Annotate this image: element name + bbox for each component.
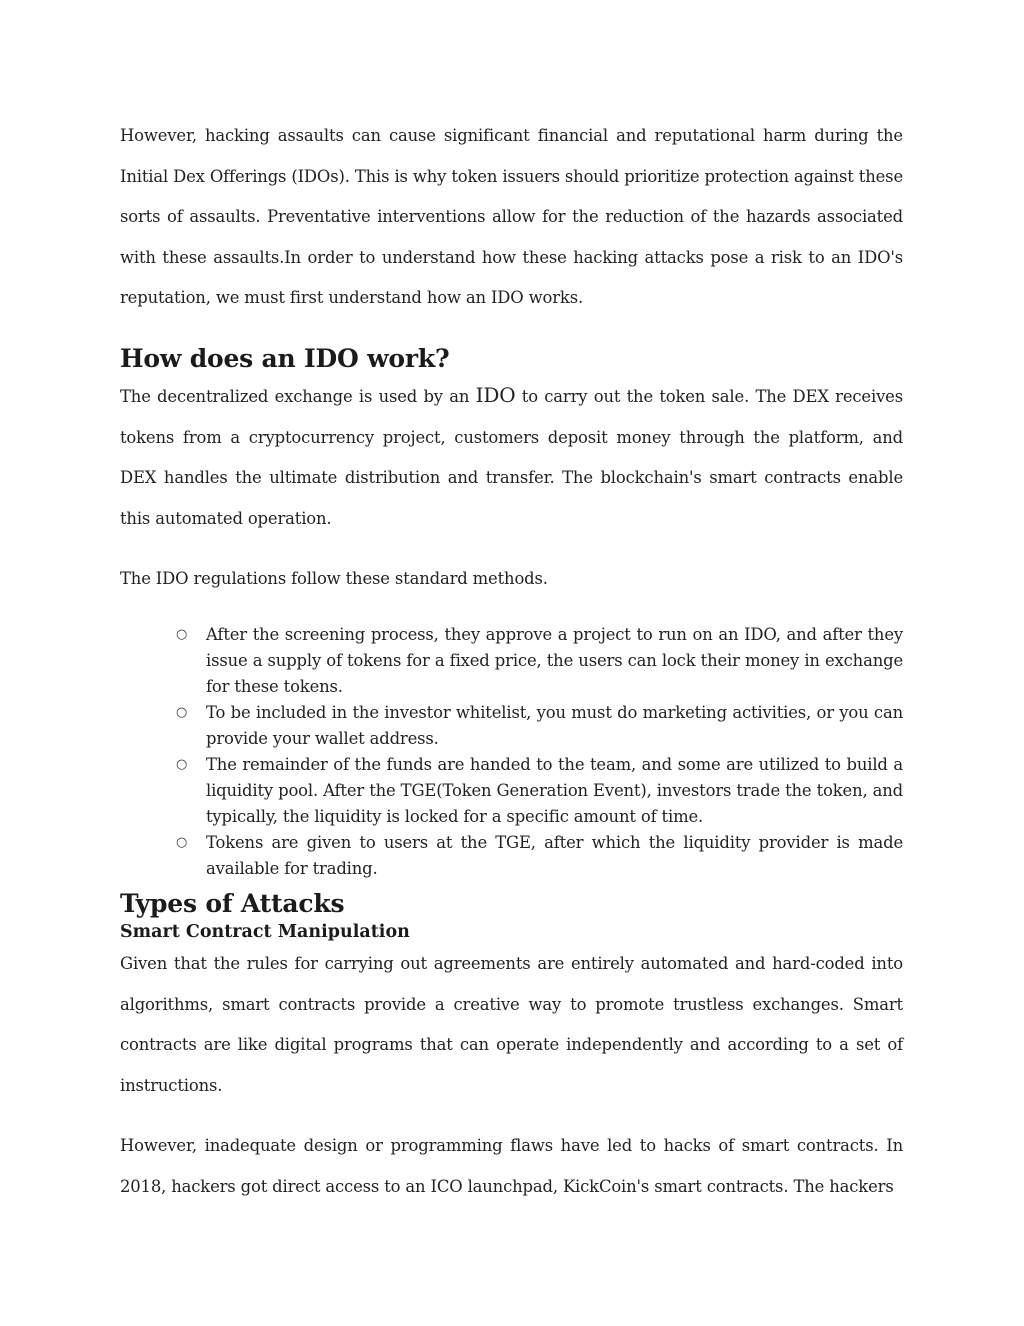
ido-term: IDO — [475, 382, 516, 407]
ido-process-text-rest: to carry out the token sale. The DEX receives tokens from a cryptocurrency project, customers deposit money through the platform, and DEX handles the ultimate distribution and transfer. The blockchain's smart contracts enable this automated operation. — [120, 386, 903, 528]
circle-bullet-icon: ○ — [176, 834, 188, 850]
ido-process-text-start: The decentralized exchange is used by an — [120, 386, 476, 406]
ido-methods-intro: The IDO regulations follow these standard methods. — [120, 569, 548, 589]
subheading-smart-contract-manipulation: Smart Contract Manipulation — [120, 921, 410, 942]
list-item — [176, 700, 903, 752]
list-item — [176, 622, 903, 700]
heading-types-of-attacks: Types of Attacks — [120, 888, 345, 918]
list-item-text: The remainder of the funds are handed to the team, and some are utilized to build a liquidity pool. After the TGE(Token Generation Event), investors trade the token, and typically, the liquidity is locked for a specific amount of time. — [206, 754, 903, 826]
ido-process-paragraph — [120, 375, 903, 539]
circle-bullet-icon: ○ — [176, 626, 188, 642]
ido-methods-list — [176, 622, 903, 882]
smart-contracts-paragraph: Given that the rules for carrying out agreements are entirely automated and hard-coded into algorithms, smart contracts provide a creative way to promote trustless exchanges. Smart contracts are like digital programs that can operate independently and according to a set of instructions. — [120, 953, 903, 1095]
circle-bullet-icon: ○ — [176, 756, 188, 772]
smart-contract-hacks-paragraph: However, inadequate design or programming flaws have led to hacks of smart contracts. In 2018, hackers got direct access to an ICO launchpad, KickCoin's smart contracts. The hackers — [120, 1136, 903, 1196]
list-item-text: After the screening process, they approve a project to run on an IDO, and after they issue a supply of tokens for a fixed price, the users can lock their money in exchange for these tokens. — [206, 624, 903, 696]
circle-bullet-icon: ○ — [176, 704, 188, 720]
list-item — [176, 752, 903, 830]
list-item — [176, 830, 903, 882]
heading-how-ido-works: How does an IDO work? — [120, 343, 450, 373]
list-item-text: To be included in the investor whitelist, you must do marketing activities, or you can provide your wallet address. — [206, 702, 903, 748]
intro-paragraph: However, hacking assaults can cause significant financial and reputational harm during the Initial Dex Offerings (IDOs). This is why token issuers should prioritize protection against these sorts of assaults. Preventative interventions allow for the reduction of the hazards associated with these assaults.In order to understand how these hacking attacks pose a risk to an IDO's reputation, we must first understand how an IDO works. — [120, 126, 903, 308]
list-item-text: Tokens are given to users at the TGE, after which the liquidity provider is made available for trading. — [206, 832, 903, 878]
document-page — [120, 116, 903, 1208]
